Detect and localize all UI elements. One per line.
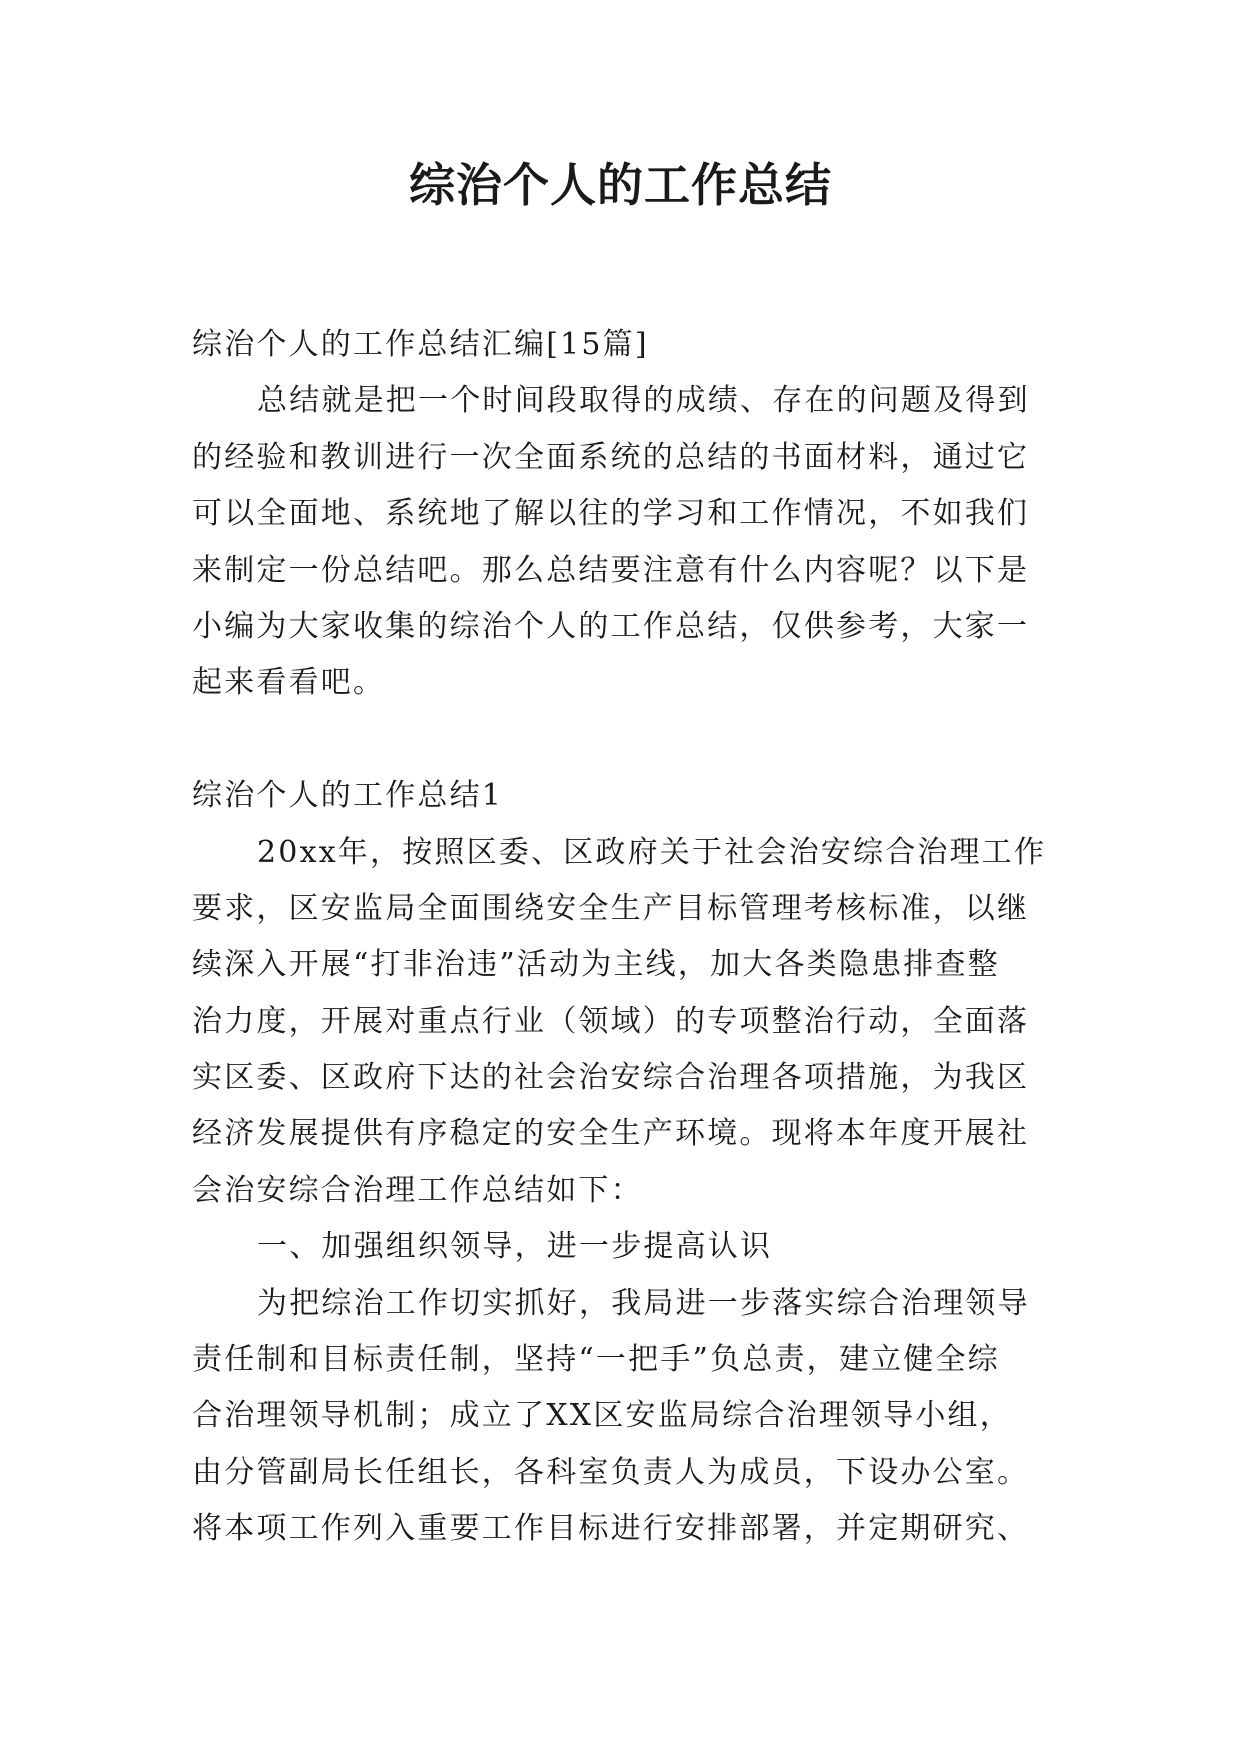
paragraph-line: 经济发展提供有序稳定的安全生产环境。现将本年度开展社 [192,1116,1030,1152]
section-heading: 综治个人的工作总结1 [192,778,504,814]
paragraph-line: 会治安综合治理工作总结如下： [192,1172,643,1208]
document-body [192,317,1072,1558]
paragraph-line: 将本项工作列入重要工作目标进行安排部署，并定期研究、 [192,1511,1030,1547]
paragraph-line: 小编为大家收集的综治个人的工作总结，仅供参考，大家一 [192,608,1030,644]
subsection-heading: 一、加强组织领导，进一步提高认识 [257,1229,773,1265]
paragraph-line: 起来看看吧。 [192,665,386,701]
blank-line [192,712,1072,768]
paragraph-line: 实区委、区政府下达的社会治安综合治理各项措施，为我区 [192,1060,1030,1096]
paragraph-line: 为把综治工作切实抓好，我局进一步落实综合治理领导 [257,1285,1030,1321]
document-title: 综治个人的工作总结 [409,158,832,212]
paragraph-line: 责任制和目标责任制，坚持“一把手”负总责，建立健全综 [192,1342,1000,1378]
compilation-heading: 综治个人的工作总结汇编[15篇] [192,327,649,362]
paragraph-line: 来制定一份总结吧。那么总结要注意有什么内容呢？以下是 [192,552,1030,588]
paragraph-line: 合治理领导机制；成立了XX区安监局综合治理领导小组， [192,1398,1012,1434]
paragraph-line: 的经验和教训进行一次全面系统的总结的书面材料，通过它 [192,439,1030,475]
paragraph-line: 可以全面地、系统地了解以往的学习和工作情况，不如我们 [192,496,1030,532]
paragraph-line: 20xx年，按照区委、区政府关于社会治安综合治理工作 [257,834,1047,870]
paragraph-line: 由分管副局长任组长，各科室负责人为成员，下设办公室。 [192,1454,1030,1490]
paragraph-line: 续深入开展“打非治违”活动为主线，加大各类隐患排查整 [192,947,1000,983]
paragraph-line: 治力度，开展对重点行业（领域）的专项整治行动，全面落 [192,1003,1030,1039]
paragraph-line: 要求，区安监局全面围绕安全生产目标管理考核标准，以继 [192,890,1030,926]
paragraph-line: 总结就是把一个时间段取得的成绩、存在的问题及得到 [257,383,1030,419]
